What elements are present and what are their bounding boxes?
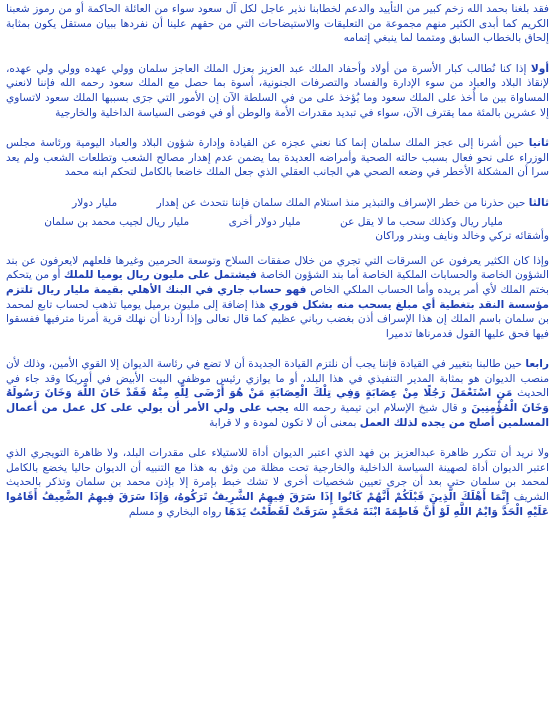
- point-two-paragraph: [6, 136, 549, 180]
- diwan-text-1: ولا نريد أن تتكرر ظاهرة عبدالعزيز بن فهد الذي اعتبر الديوان أداة للاستيلاء على مقدرات البلد، ولا ظاهرة التويجري الذي اعتبر الديوان أداة لصهينة السياسة الداخلية والخارجية تحت مظلة من وثق به هذا مع التنبيه أن الديوان حاليا يخضع بالكامل لمحمد بن سلمان حتى بعد أن جرى تعيين شخصيات أخرى لا تشك خبط بإمرة إلا بإذن محمد بن سلمان وتذكر بالحديث الشريف: [6, 447, 549, 504]
- point-four-text-2: و قال شيخ الإسلام ابن تيمية رحمه الله: [293, 402, 467, 415]
- paragraph-spacer: [6, 120, 549, 136]
- diwan-paragraph: [6, 446, 549, 519]
- paragraph-spacer: [6, 341, 549, 357]
- paragraph-spacer: [6, 180, 549, 196]
- point-three-text: حين حذرنا من خطر الإسراف والتبذير منذ استلام الملك سلمان فإننا نتحدث عن إهدار: [156, 196, 526, 209]
- intro-paragraph: فقد بلغنا بحمد الله زخم كبير من التأييد والدعم لخطابنا نذير عاجل لكل آل سعود سواء من العائلة الحاكمة أو من رموز شعبنا الكريم كما أبدى الكثير منهم مجموعة من التعليقات والاستيضاحات التي من حقهم علينا أن نفردها ببيان مستقل يكون بمثابة إلحاق بالخطاب السابق ومتمما لما ينبغي إتمامه: [6, 3, 549, 45]
- point-four-hadith: مَنِ اسْتَعْمَلَ رَجُلًا مِنْ عِصَابَةٍ وَفِي تِلْكَ الْعِصَابَةِ مَنْ هُوَ أَرْضَى لِلَّهِ مِنْهُ فَقَدْ خَانَ اللَّهَ وَخَانَ رَسُولَهُ وَخَانَ الْمُؤْمِنِينَ: [6, 387, 550, 415]
- secret-accounts-bold-2: فهو حساب جاري في البنك الأهلي بقيمة مليار ريال تلتزم مؤسسة النقد بتغطية أي مبلغ يسحب منه بشكل فوري: [6, 283, 549, 311]
- point-three-line-3: [6, 229, 549, 244]
- point-three-heading: ثالثا: [528, 196, 549, 209]
- paragraph-spacer: [6, 244, 549, 254]
- paragraph-spacer: [6, 430, 549, 446]
- point-three-text-4: وأشقائه تركي وخالد ونايف وبندر وراكان: [375, 230, 549, 243]
- point-one-paragraph: [6, 62, 549, 120]
- point-three-paragraph: [6, 196, 549, 244]
- point-one-heading: أولا: [530, 62, 549, 75]
- diwan-source: رواه البخاري و مسلم: [128, 505, 222, 518]
- point-three-amount-2: مليار ريال: [459, 215, 503, 228]
- point-two-heading: ثانيا: [528, 137, 549, 150]
- point-three-line-2: [6, 215, 549, 230]
- point-three-text-3: لجيب محمد بن سلمان: [44, 215, 143, 228]
- point-three-amount-1: مليار دولار: [72, 196, 118, 209]
- secret-accounts-text-3: هذا إضافة إلى مليون برميل يوميا تذهب لحساب تابع لمحمد بن سلمان باسم الملك إن هذا الإسراف أذن بغضب رباني عظيم كما قال تعالى وإذا أردنا أن نهلك قرية أمرنا مترفيها ففسقوا فيها فحق عليها القول فدمرناها تدميرا: [6, 298, 549, 340]
- point-four-quote: يجب على ولي الأمر أن يولي على كل عمل من أعمال المسلمين أصلح من يجده لذلك العمل: [6, 402, 549, 429]
- point-one-text: إذا كنا نُطالب كبار الأسرة من أولاد وأحفاد الملك عبد العزيز بعزل الملك العاجز سلمان وولي عهده وولي ولي عهده، لإنقاذ البلاد والعباد من سوء الإدارة والفساد والتصرفات الجنونية، أسوة بما حصل مع الملك سعود رحمه الله فإننا لانعني المساواة بين ما أُخذ على الملك سعود وما يُؤخذ على من في السلطة الآن إن الأمور التي جرَى بسببها الملك سعود لاتساوي إلا عشرين بالمئة مما يقترف الآن، سواء في تبديد مقدرات الأمة والوطن أو في فوضى السياسة الداخلية والخارجية: [6, 62, 549, 119]
- secret-accounts-text-1: وإذا كان الكثير يعرفون عن السرقات التي تجري من خلال صفقات السلاح وتوسعة الحرمين وغيرها فلعلهم لايعرفون عن بند الشؤون الخاصة والحسابات الملكية الخاصة أما بند الشؤون الخاصة: [6, 254, 549, 282]
- point-three-text-2: وكذلك سحب ما لا يقل عن: [340, 215, 457, 228]
- secret-accounts-paragraph: [6, 254, 549, 342]
- point-four-heading: رابعا: [525, 358, 550, 371]
- secret-accounts-text-2: أو من يتحكم بختم الملك لأي أمر يريده وأما الحساب الملكي الخاص: [6, 269, 550, 296]
- point-four-paragraph: [6, 357, 549, 430]
- point-four-text-3: بمعنى أن لا تكون لمودة و لا قرابة: [209, 416, 357, 429]
- point-three-amount-3: مليار دولار أخرى: [228, 215, 301, 228]
- point-two-text: حين أشرنا إلى عجز الملك سلمان إنما كنا نعني عجزه عن القيادة وإدارة شؤون البلاد والعباد اليومية ورئاسة مجلس الوزراء على نحو فعال بسبب حالته الصحية وأمراضه العديدة بما يضمن عدم إهدار مصالح الشعب وتطلعات الشعب ولم يعد سرا أن المشكلة الأخطر في وضعه الصحي هي الجانب العقلي الذي جعل الملك خاضعا بالكامل لتحكم ابنه محمد: [6, 137, 549, 179]
- diwan-hadith: إِنَّمَا أَهْلَكَ الَّذِينَ قَبْلَكُمْ أَنَّهُمْ كَانُوا إِذَا سَرَقَ فِيهِمُ الشَّرِيفُ تَرَكُوهُ، وَإِذَا سَرَقَ فِيهِمُ الضَّعِيفُ أَقَامُوا عَلَيْهِ الْحَدَّ وَايْمُ اللَّهِ لَوْ أَنَّ فَاطِمَةَ ابْنَةَ مُحَمَّدٍ سَرَقَتْ لَقَطَعْتُ يَدَهَا: [6, 491, 549, 518]
- point-three-line-1: [6, 196, 549, 211]
- point-three-amount-4: مليار ريال: [146, 215, 190, 228]
- paragraph-spacer: [6, 46, 549, 62]
- point-four-text-1: حين طالبنا بتغيير في القيادة فإننا يجب أن نلتزم القيادة الجديدة أن لا تضع في رئاسة الديوان إلا القوي الأمين، وذلك لأن منصب الديوان هو بمثابة المدير التنفيذي في هذا البلد، أو ما يوازي رئيس موظفي البيت الأبيض في أمريكا وقد جاء في الحديث: [6, 358, 549, 400]
- secret-accounts-bold-1: فيشتمل على مليون ريال يوميا للملك: [63, 269, 257, 282]
